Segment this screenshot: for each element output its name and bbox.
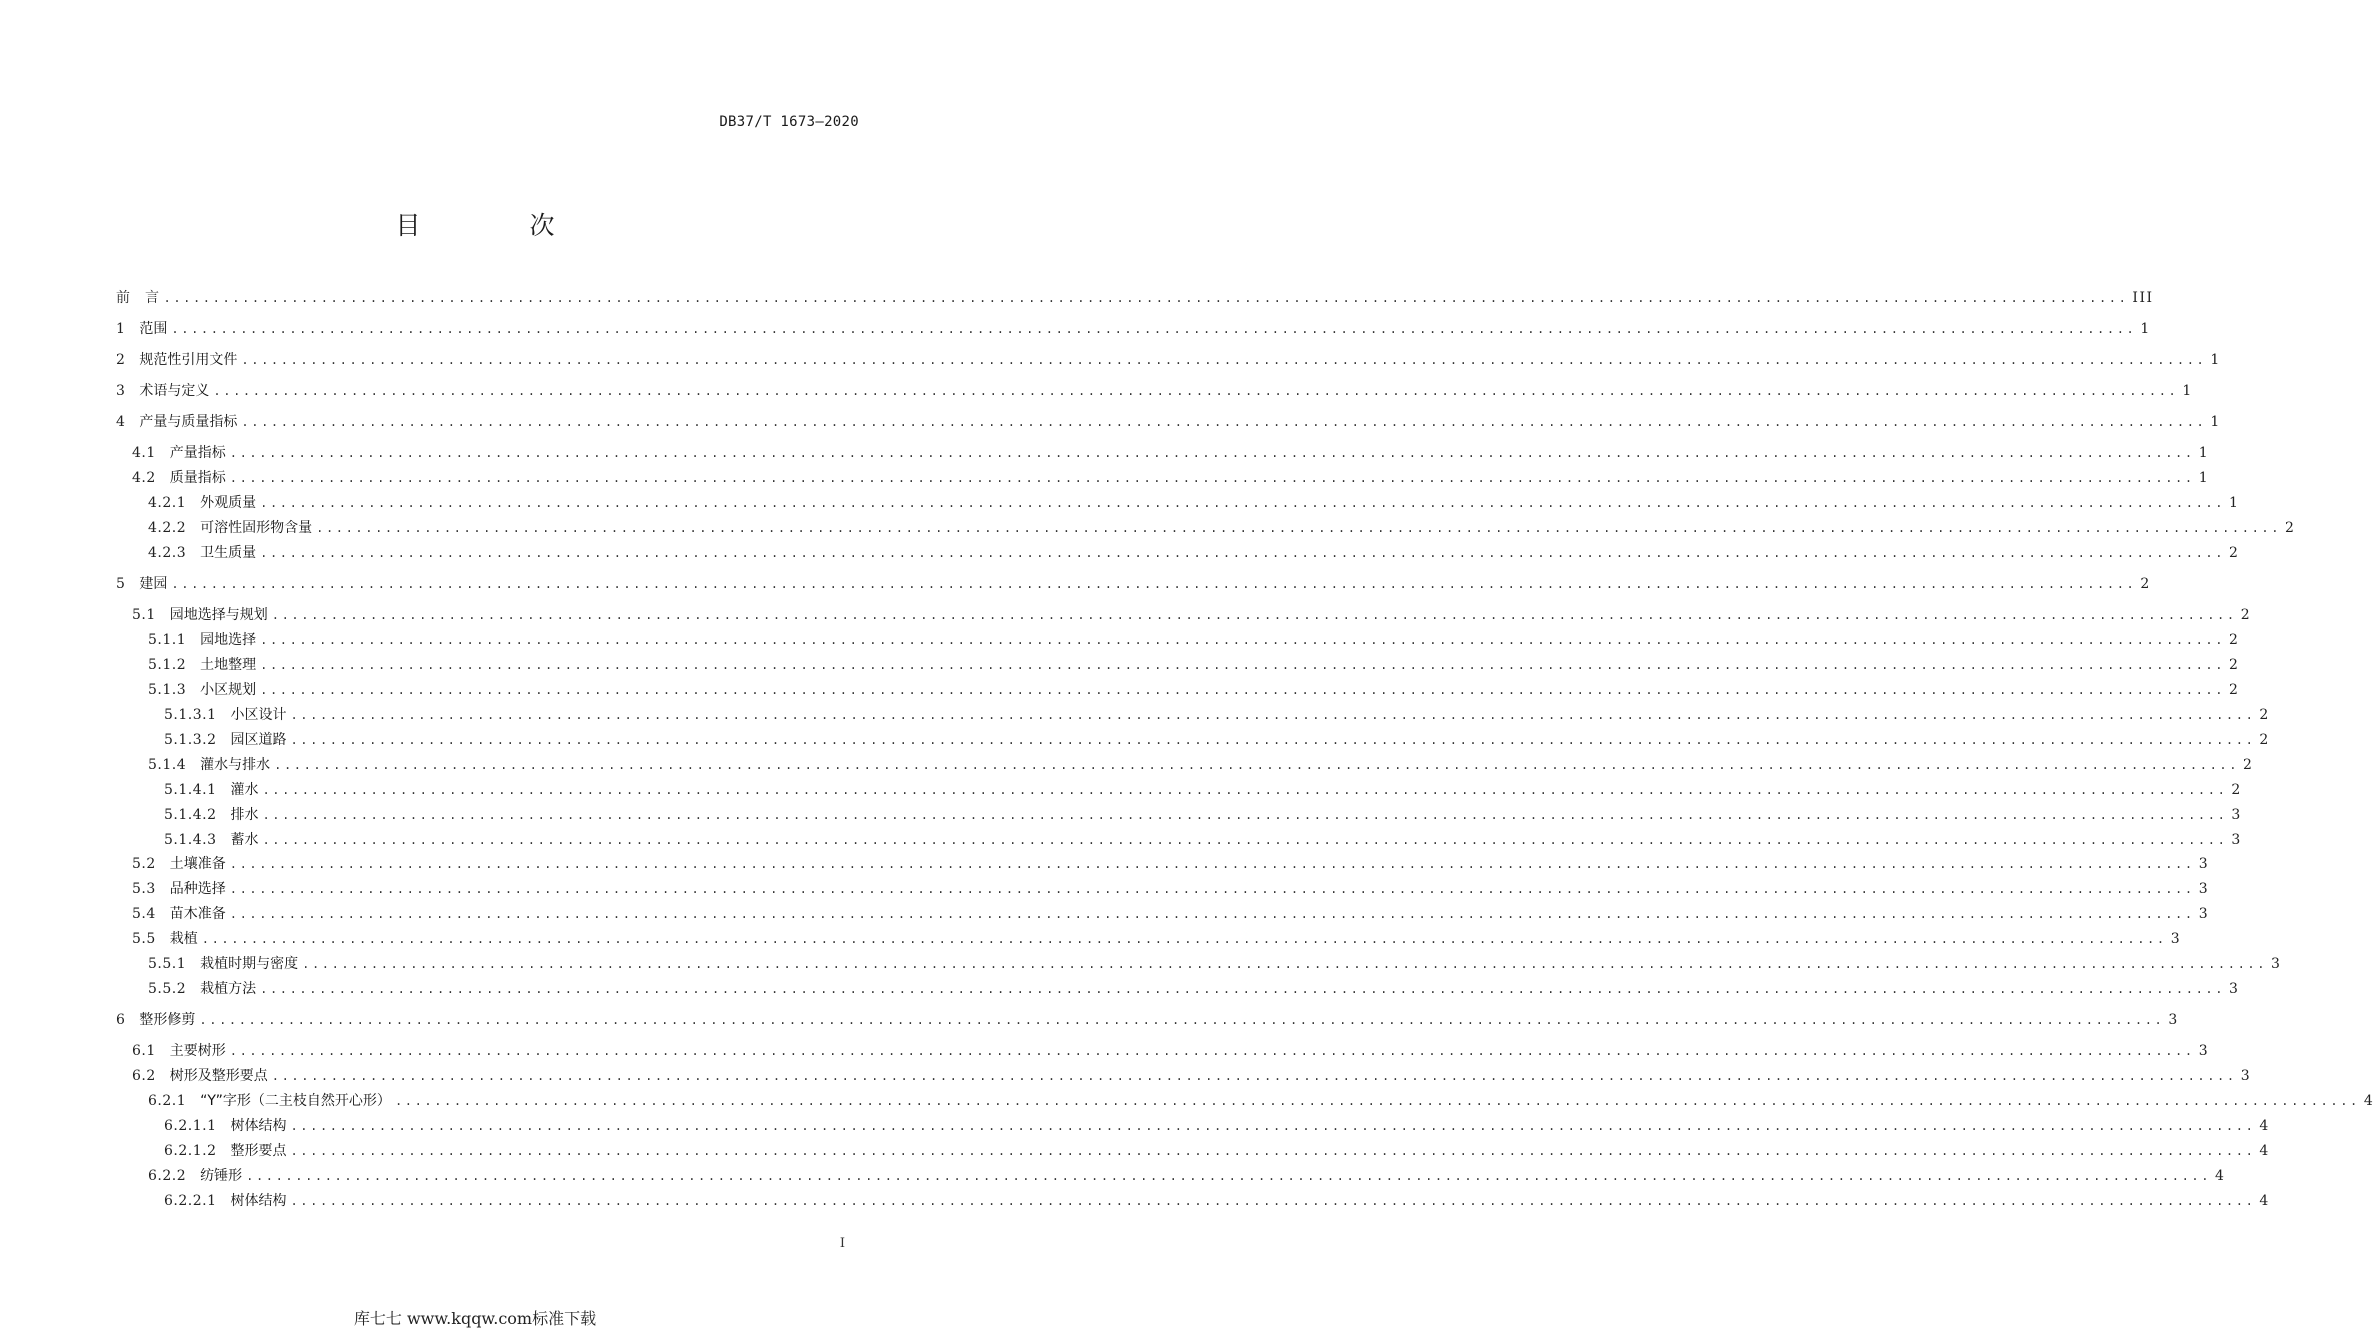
toc-leader-dots: ........................................................................................................................................................................................................: [290, 1119, 2256, 1133]
toc-entry-number: 5.1.3: [148, 682, 187, 698]
toc-leader-dots: ........................................................................................................................................................................................................: [229, 907, 2195, 921]
toc-entry-page: III: [2132, 290, 2154, 306]
toc-entry[interactable]: [116, 380, 2193, 402]
toc-leader-dots: ........................................................................................................................................................................................................: [260, 683, 2226, 697]
toc-entry[interactable]: [116, 287, 2154, 309]
toc-leader-dots: ........................................................................................................................................................................................................: [260, 546, 2226, 560]
toc-entry[interactable]: [164, 1190, 2270, 1212]
toc-leader-dots: ........................................................................................................................................................................................................: [290, 708, 2256, 722]
toc-entry[interactable]: [132, 442, 2210, 464]
toc-leader-dots: ........................................................................................................................................................................................................: [316, 521, 2282, 535]
toc-entry-title: 蓄水: [230, 832, 259, 848]
toc-entry-title: 产量指标: [169, 445, 226, 461]
toc-leader-dots: ........................................................................................................................................................................................................: [290, 1144, 2256, 1158]
toc-entry-page: 4: [2363, 1093, 2374, 1109]
toc-entry-number: 5.1.1: [148, 632, 187, 648]
toc-leader-dots: ........................................................................................................................................................................................................: [241, 415, 2207, 429]
toc-entry-page: 1: [2229, 495, 2240, 511]
toc-entry-number: 6: [116, 1012, 126, 1028]
toc-entry-page: 1: [2198, 445, 2210, 461]
toc-leader-dots: ........................................................................................................................................................................................................: [229, 1044, 2195, 1058]
toc-leader-dots: ........................................................................................................................................................................................................: [260, 496, 2226, 510]
toc-leader-dots: ........................................................................................................................................................................................................: [241, 353, 2207, 367]
toc-entry-page: 3: [2168, 1012, 2179, 1028]
toc-entry-number: 6.2.2.1: [164, 1193, 217, 1209]
toc-entry[interactable]: [148, 542, 2240, 564]
toc-entry-number: 5.1.3.2: [164, 732, 217, 748]
toc-entry-title: 范围: [139, 321, 168, 337]
toc-entry-page: 2: [2140, 576, 2151, 592]
toc-entry-title: 小区规划: [200, 682, 257, 698]
toc-entry-number: 6.2.2: [148, 1168, 187, 1184]
toc-entry-page: 3: [2271, 956, 2282, 972]
toc-entry-title: 产量与质量指标: [139, 414, 238, 430]
toc-entry-number: 5.5: [132, 931, 156, 947]
toc-entry-title: 卫生质量: [200, 545, 257, 561]
toc-leader-dots: ........................................................................................................................................................................................................: [271, 1069, 2237, 1083]
toc-entry[interactable]: [148, 517, 2296, 539]
toc-entry-page: 3: [2198, 856, 2210, 872]
toc-entry-number: 5.1.4.1: [164, 782, 217, 798]
toc-entry-page: 3: [2231, 832, 2242, 848]
toc-entry-number: 4.2.2: [148, 520, 187, 536]
toc-entry-page: 2: [2285, 520, 2296, 536]
toc-entry-title: “Y”字形（二主枝自然开心形）: [200, 1093, 391, 1109]
toc-entry-title: 园地选择与规划: [169, 607, 268, 623]
toc-entry[interactable]: [132, 878, 2210, 900]
toc-leader-dots: ........................................................................................................................................................................................................: [246, 1169, 2212, 1183]
toc-entry-number: 4.2.3: [148, 545, 187, 561]
toc-entry-page: 3: [2229, 981, 2240, 997]
toc-entry[interactable]: [164, 804, 2242, 826]
toc-entry[interactable]: [148, 654, 2240, 676]
toc-entry-title: 规范性引用文件: [139, 352, 238, 368]
toc-entry-page: 4: [2259, 1118, 2270, 1134]
toc-entry[interactable]: [132, 928, 2182, 950]
toc-entry-page: 3: [2231, 807, 2242, 823]
toc-leader-dots: ........................................................................................................................................................................................................: [171, 577, 2137, 591]
toc-entry[interactable]: [148, 978, 2240, 1000]
toc-entry[interactable]: [132, 853, 2210, 875]
toc-entry[interactable]: [148, 754, 2254, 776]
toc-entry-number: 6.2.1.2: [164, 1143, 217, 1159]
toc-entry-number: 5.4: [132, 906, 156, 922]
toc-entry-title: 栽植: [169, 931, 198, 947]
toc-entry-page: 3: [2198, 881, 2210, 897]
toc-entry-number: 5.2: [132, 856, 156, 872]
toc-leader-dots: ........................................................................................................................................................................................................: [201, 932, 2167, 946]
toc-leader-dots: ........................................................................................................................................................................................................: [290, 733, 2256, 747]
toc-entry[interactable]: [148, 1165, 2226, 1187]
toc-entry[interactable]: [164, 829, 2242, 851]
toc-entry-page: 2: [2240, 607, 2252, 623]
toc-leader-dots: ........................................................................................................................................................................................................: [229, 471, 2195, 485]
toc-entry[interactable]: [164, 1140, 2270, 1162]
toc-entry[interactable]: [148, 629, 2240, 651]
toc-entry-title: 土壤准备: [169, 856, 226, 872]
toc-entry-title: 质量指标: [169, 470, 226, 486]
toc-entry-title: 栽植方法: [200, 981, 257, 997]
toc-entry-title: 品种选择: [169, 881, 226, 897]
toc-entry-number: 4.2.1: [148, 495, 187, 511]
toc-leader-dots: ........................................................................................................................................................................................................: [229, 882, 2195, 896]
toc-entry-page: 1: [2210, 414, 2221, 430]
toc-entry-title: 术语与定义: [139, 383, 210, 399]
toc-entry-title: 树体结构: [230, 1118, 287, 1134]
toc-leader-dots: ........................................................................................................................................................................................................: [274, 758, 2240, 772]
toc-entry-title: 树体结构: [230, 1193, 287, 1209]
toc-entry-page: 4: [2215, 1168, 2226, 1184]
toc-entry[interactable]: [116, 411, 2221, 433]
toc-leader-dots: ........................................................................................................................................................................................................: [260, 658, 2226, 672]
toc-entry-number: 5.1: [132, 607, 156, 623]
toc-entry-number: 3: [116, 383, 126, 399]
toc-entry-number: 5.5.2: [148, 981, 187, 997]
page-number: I: [839, 1236, 845, 1251]
toc-entry[interactable]: [148, 1090, 2374, 1112]
toc-entry[interactable]: [164, 704, 2270, 726]
toc-entry-number: 5.1.4: [148, 757, 187, 773]
toc-entry[interactable]: [164, 729, 2270, 751]
toc-entry[interactable]: [164, 1115, 2270, 1137]
toc-leader-dots: ........................................................................................................................................................................................................: [271, 608, 2237, 622]
toc-leader-dots: ........................................................................................................................................................................................................: [302, 957, 2268, 971]
toc-entry[interactable]: [148, 679, 2240, 701]
toc-entry[interactable]: [116, 573, 2151, 595]
toc-entry-title: 土地整理: [200, 657, 257, 673]
toc-entry-number: 5.1.4.2: [164, 807, 217, 823]
toc-entry-page: 2: [2259, 732, 2270, 748]
toc-leader-dots: ........................................................................................................................................................................................................: [229, 446, 2195, 460]
toc-entry-number: 6.2: [132, 1068, 156, 1084]
toc-entry[interactable]: [132, 467, 2210, 489]
toc-entry-number: 5.3: [132, 881, 156, 897]
toc-entry-page: 3: [2198, 1043, 2210, 1059]
toc-entry-page: 4: [2259, 1143, 2270, 1159]
toc-entry-page: 2: [2231, 782, 2242, 798]
toc-leader-dots: ........................................................................................................................................................................................................: [262, 808, 2228, 822]
toc-leader-dots: ........................................................................................................................................................................................................: [163, 291, 2129, 305]
toc-entry-page: 2: [2229, 657, 2240, 673]
toc-entry[interactable]: [132, 1065, 2252, 1087]
toc-entry-number: 6.2.1.1: [164, 1118, 217, 1134]
toc-entry[interactable]: [148, 953, 2282, 975]
toc-entry-number: 2: [116, 352, 126, 368]
toc-entry-page: 3: [2198, 906, 2210, 922]
toc-entry-title: 外观质量: [200, 495, 257, 511]
toc-entry-number: 5.1.4.3: [164, 832, 217, 848]
toc-entry-title: 排水: [230, 807, 259, 823]
toc-entry-page: 2: [2243, 757, 2254, 773]
toc-entry-title: 建园: [139, 576, 168, 592]
toc-entry-title: 小区设计: [230, 707, 287, 723]
page-title: 目 次: [395, 211, 597, 240]
toc-entry-page: 3: [2170, 931, 2182, 947]
toc-entry[interactable]: [116, 318, 2151, 340]
toc-entry-title: 灌水与排水: [200, 757, 271, 773]
toc-entry-page: 3: [2240, 1068, 2252, 1084]
toc-leader-dots: ........................................................................................................................................................................................................: [229, 857, 2195, 871]
toc-entry[interactable]: [132, 1040, 2210, 1062]
toc-entry-title: 园地选择: [200, 632, 257, 648]
toc-entry-number: 6.2.1: [148, 1093, 187, 1109]
toc-leader-dots: ........................................................................................................................................................................................................: [262, 783, 2228, 797]
toc-entry-title: 整形要点: [230, 1143, 287, 1159]
toc-leader-dots: ........................................................................................................................................................................................................: [262, 833, 2228, 847]
toc-entry-number: 1: [116, 321, 126, 337]
toc-leader-dots: ........................................................................................................................................................................................................: [260, 633, 2226, 647]
toc-entry-number: 5: [116, 576, 126, 592]
toc-entry-title: 园区道路: [230, 732, 287, 748]
toc-leader-dots: ........................................................................................................................................................................................................: [394, 1094, 2360, 1108]
footer-watermark: 库七七 www.kqqw.com标准下载: [353, 1309, 597, 1328]
toc-entry-title: 主要树形: [169, 1043, 226, 1059]
toc-leader-dots: ........................................................................................................................................................................................................: [260, 982, 2226, 996]
toc-entry-title: 树形及整形要点: [169, 1068, 268, 1084]
toc-entry[interactable]: [164, 779, 2242, 801]
toc-leader-dots: ........................................................................................................................................................................................................: [171, 322, 2137, 336]
toc-entry-page: 2: [2229, 545, 2240, 561]
toc-entry-number: 5.1.3.1: [164, 707, 217, 723]
toc-entry-page: 4: [2259, 1193, 2270, 1209]
toc-entry-number: 6.1: [132, 1043, 156, 1059]
toc-entry-number: 5.1.2: [148, 657, 187, 673]
toc-entry-number: 前 言: [116, 290, 160, 306]
toc-entry[interactable]: [116, 1009, 2179, 1031]
toc-entry-page: 2: [2229, 632, 2240, 648]
toc-leader-dots: ........................................................................................................................................................................................................: [199, 1013, 2165, 1027]
toc-entry[interactable]: [132, 604, 2252, 626]
toc-entry-number: 5.5.1: [148, 956, 187, 972]
toc-entry-title: 栽植时期与密度: [200, 956, 299, 972]
toc-entry-title: 苗木准备: [169, 906, 226, 922]
toc-entry-page: 2: [2259, 707, 2270, 723]
toc-leader-dots: ........................................................................................................................................................................................................: [290, 1194, 2256, 1208]
toc-entry-title: 可溶性固形物含量: [200, 520, 313, 536]
toc-entry-title: 灌水: [230, 782, 259, 798]
toc-entry-title: 纺锤形: [200, 1168, 243, 1184]
toc-leader-dots: ........................................................................................................................................................................................................: [213, 384, 2179, 398]
toc-entry-page: 1: [2210, 352, 2221, 368]
toc-entry[interactable]: [132, 903, 2210, 925]
toc-entry-page: 2: [2229, 682, 2240, 698]
toc-entry-number: 4.2: [132, 470, 156, 486]
toc-entry-number: 4.1: [132, 445, 156, 461]
document-code: DB37/T 1673—2020: [719, 114, 859, 130]
toc-entry[interactable]: [148, 492, 2240, 514]
toc-entry[interactable]: [116, 349, 2221, 371]
toc-entry-number: 4: [116, 414, 126, 430]
toc-entry-page: 1: [2198, 470, 2210, 486]
toc-entry-page: 1: [2140, 321, 2151, 337]
toc-entry-title: 整形修剪: [139, 1012, 196, 1028]
toc-entry-page: 1: [2182, 383, 2193, 399]
